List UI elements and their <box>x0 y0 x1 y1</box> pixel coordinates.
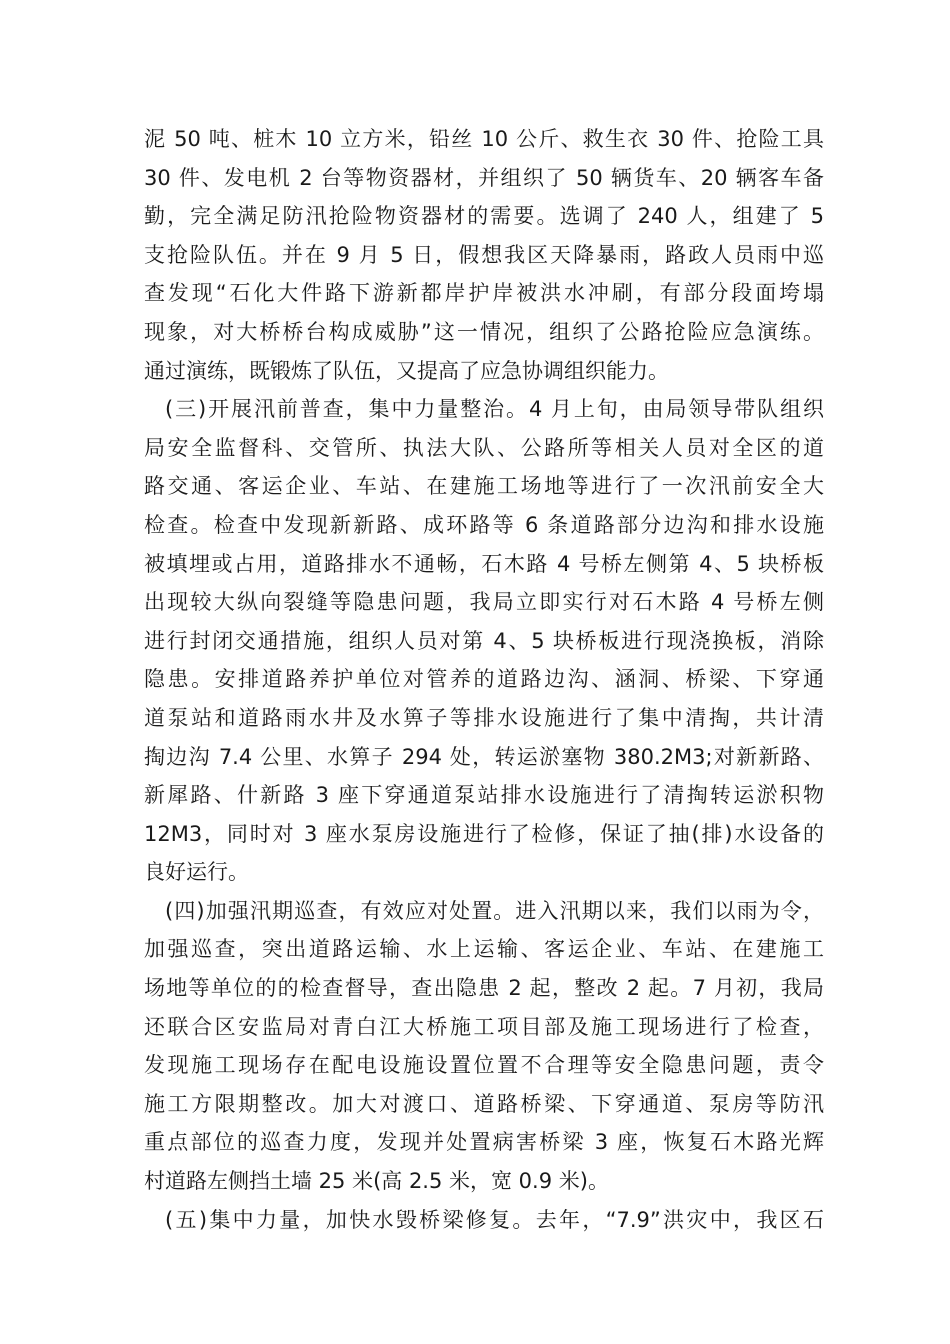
paragraph-heading-line: (四)加强汛期巡查，有效应对处置。进入汛期以来，我们以雨为令， <box>165 898 824 923</box>
text-line: 隐患。安排道路养护单位对管养的道路边沟、涵洞、桥梁、下穿通 <box>144 667 824 692</box>
text-line: 村道路左侧挡土墙 25 米(高 2.5 米，宽 0.9 米)。 <box>144 1169 609 1194</box>
text-line: 支抢险队伍。并在 9 月 5 日，假想我区天降暴雨，路政人员雨中巡 <box>144 242 824 267</box>
text-line: 被填埋或占用，道路排水不通畅，石木路 4 号桥左侧第 4、5 块桥板 <box>144 551 824 576</box>
text-line: 新犀路、什新路 3 座下穿通道泵站排水设施进行了清掏转运淤积物 <box>144 783 824 808</box>
paragraph-heading-line: (五)集中力量，加快水毁桥梁修复。去年，“7.9”洪灾中，我区石 <box>165 1207 824 1232</box>
text-line: 发现施工现场存在配电设施设置位置不合理等安全隐患问题，责令 <box>144 1053 824 1078</box>
paragraph-heading-line: (三)开展汛前普查，集中力量整治。4 月上旬，由局领导带队组织 <box>165 397 824 422</box>
text-line: 进行封闭交通措施，组织人员对第 4、5 块桥板进行现浇换板，消除 <box>144 628 824 653</box>
text-line: 还联合区安监局对青白江大桥施工项目部及施工现场进行了检查， <box>144 1014 824 1039</box>
text-line: 重点部位的巡查力度，发现并处置病害桥梁 3 座，恢复石木路光辉 <box>144 1130 824 1155</box>
text-line: 局安全监督科、交管所、执法大队、公路所等相关人员对全区的道 <box>144 435 824 460</box>
text-line: 良好运行。 <box>144 860 249 885</box>
text-line: 加强巡查，突出道路运输、水上运输、客运企业、车站、在建施工 <box>144 937 824 962</box>
text-line: 路交通、客运企业、车站、在建施工场地等进行了一次汛前安全大 <box>144 474 824 499</box>
text-line: 道泵站和道路雨水井及水箅子等排水设施进行了集中清掏，共计清 <box>144 705 824 730</box>
text-line: 30 件、发电机 2 台等物资器材，并组织了 50 辆货车、20 辆客车备 <box>144 165 824 190</box>
text-line: 泥 50 吨、桩木 10 立方米，铅丝 10 公斤、救生衣 30 件、抢险工具 <box>144 127 824 151</box>
text-line: 12M3，同时对 3 座水泵房设施进行了检修，保证了抽(排)水设备的 <box>144 821 824 846</box>
text-line: 掏边沟 7.4 公里、水箅子 294 处，转运淤塞物 380.2M3;对新新路、 <box>144 744 824 769</box>
text-line: 检查。检查中发现新新路、成环路等 6 条道路部分边沟和排水设施 <box>144 512 824 537</box>
text-line: 出现较大纵向裂缝等隐患问题，我局立即实行对石木路 4 号桥左侧 <box>144 590 824 615</box>
text-line: 现象，对大桥桥台构成威胁”这一情况，组织了公路抢险应急演练。 <box>144 319 824 344</box>
text-line: 场地等单位的的检查督导，查出隐患 2 起，整改 2 起。7 月初，我局 <box>144 976 824 1001</box>
text-line: 通过演练，既锻炼了队伍，又提高了应急协调组织能力。 <box>144 358 669 383</box>
text-line: 勤，完全满足防汛抢险物资器材的需要。选调了 240 人，组建了 5 <box>144 204 824 229</box>
text-line: 查发现“石化大件路下游新都岸护岸被洪水冲刷，有部分段面垮塌 <box>144 281 824 306</box>
text-line: 施工方限期整改。加大对渡口、道路桥梁、下穿通道、泵房等防汛 <box>144 1091 824 1116</box>
document-body <box>144 120 824 1239</box>
